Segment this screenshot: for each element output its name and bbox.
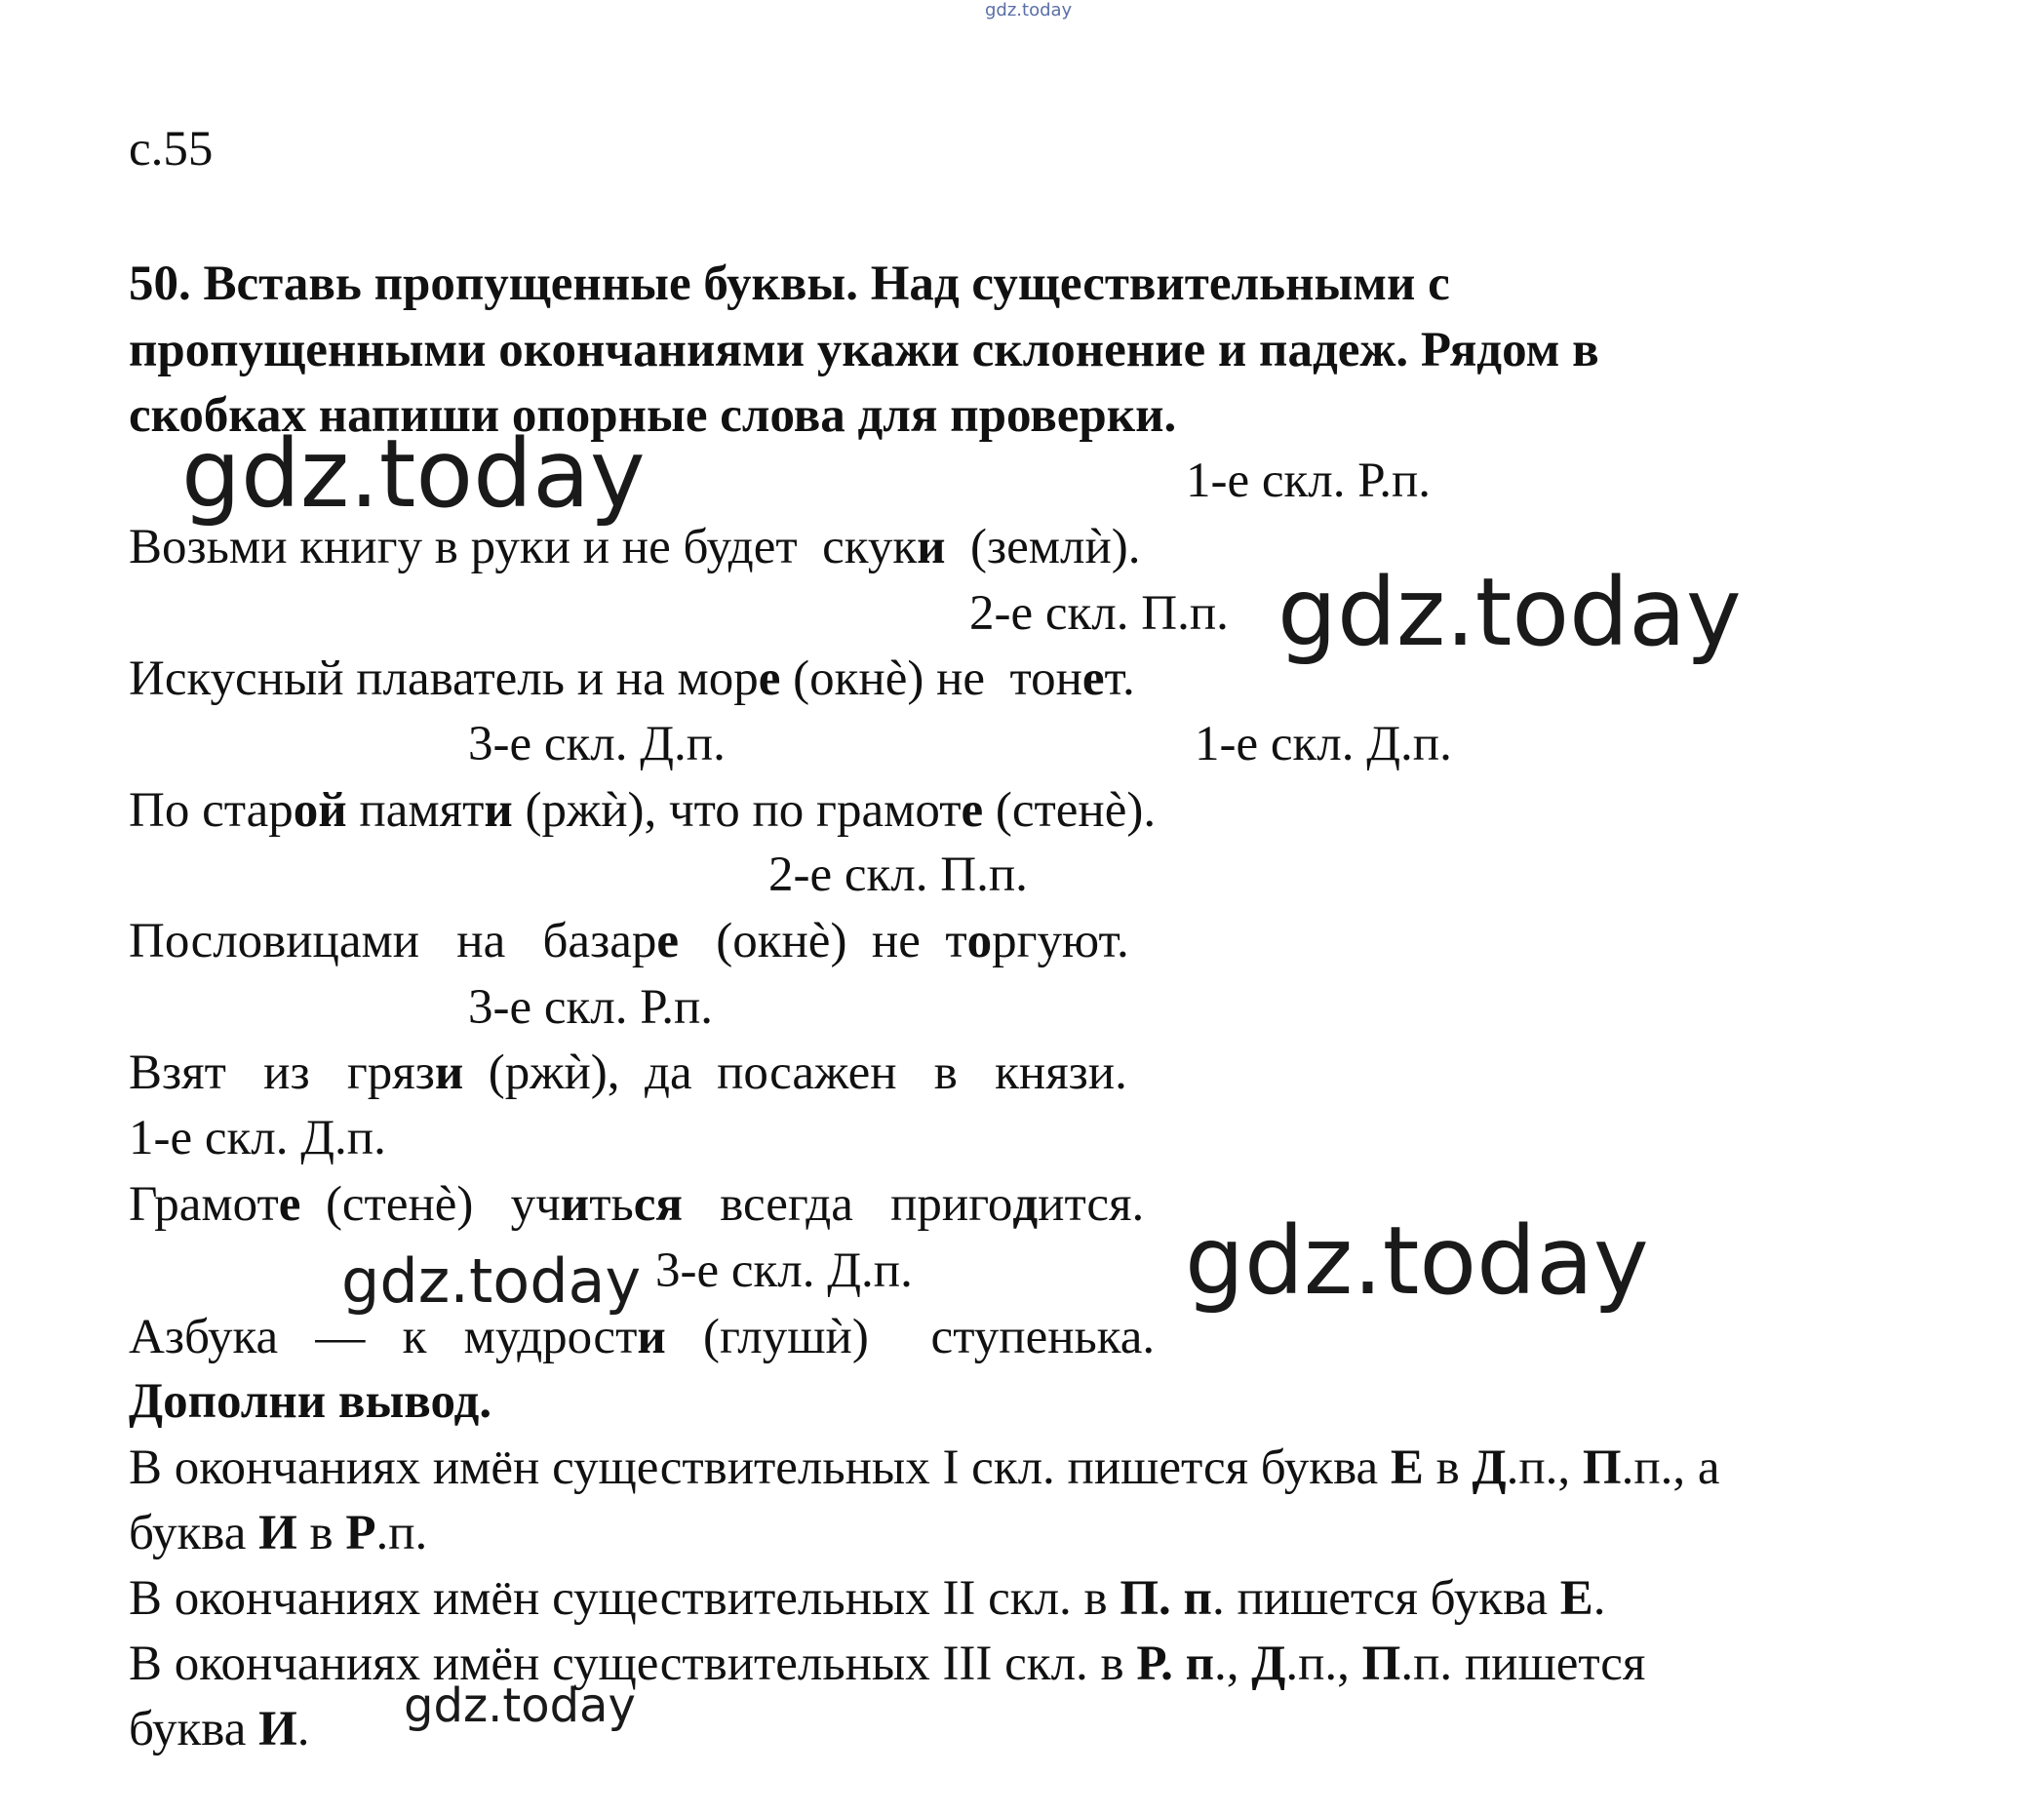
watermark-top: gdz.today (985, 0, 1073, 20)
watermark: gdz.today (1185, 1206, 1649, 1316)
declension-annotation: 2-е скл. П.п. (768, 848, 1028, 902)
declension-annotation: 1-е скл. Д.п. (1195, 717, 1452, 771)
conclusion-line: В окончаниях имён существительных II скл. в П. п. пишется буква Е. (129, 1571, 1606, 1626)
watermark: gdz.today (1278, 558, 1742, 667)
proverb-line: Азбука — к мудрости (глушѝ) ступенька. (129, 1310, 1156, 1364)
watermark: gdz.today (404, 1678, 636, 1733)
conclusion-heading: Дополни вывод. (129, 1374, 492, 1429)
conclusion-line: буква И. (129, 1702, 310, 1756)
declension-annotation: 2-е скл. П.п. (969, 586, 1229, 641)
declension-annotation: 3-е скл. Д.п. (468, 717, 726, 771)
declension-annotation: 1-е скл. Р.п. (1186, 454, 1432, 508)
declension-annotation: 1-е скл. Д.п. (129, 1111, 386, 1165)
proverb-line: По старой памяти (ржѝ), что по грамоте (стенѐ). (129, 783, 1157, 838)
page-reference: с.55 (129, 122, 214, 177)
task-heading-line: пропущенными окончаниями укажи склонение и падеж. Рядом в (129, 323, 1599, 377)
proverb-line: Пословицами на базаре (окнѐ) не торгуют. (129, 914, 1129, 968)
conclusion-line: В окончаниях имён существительных I скл. пишется буква Е в Д.п., П.п., а (129, 1440, 1720, 1495)
watermark: gdz.today (181, 419, 646, 529)
proverb-line: Грамоте (стенѐ) учиться всегда пригодится. (129, 1177, 1145, 1232)
proverb-line: Возьми книгу в руки и не будет скуки (землѝ). (129, 520, 1141, 574)
task-heading-line: 50. Вставь пропущенные буквы. Над существительными с (129, 256, 1450, 311)
proverb-line: Взят из грязи (ржѝ), да посажен в князи. (129, 1046, 1127, 1100)
task-heading-line: скобках напиши опорные слова для проверки. (129, 388, 1177, 443)
declension-annotation: 3-е скл. Р.п. (468, 980, 714, 1035)
watermark: gdz.today (341, 1245, 642, 1317)
conclusion-line: буква И в Р.п. (129, 1506, 428, 1560)
declension-annotation: 3-е скл. Д.п. (655, 1243, 913, 1298)
conclusion-line: В окончаниях имён существительных III скл. в Р. п., Д.п., П.п. пишется (129, 1637, 1646, 1691)
proverb-line: Искусный плаватель и на море (окнѐ) не тонет. (129, 651, 1135, 706)
